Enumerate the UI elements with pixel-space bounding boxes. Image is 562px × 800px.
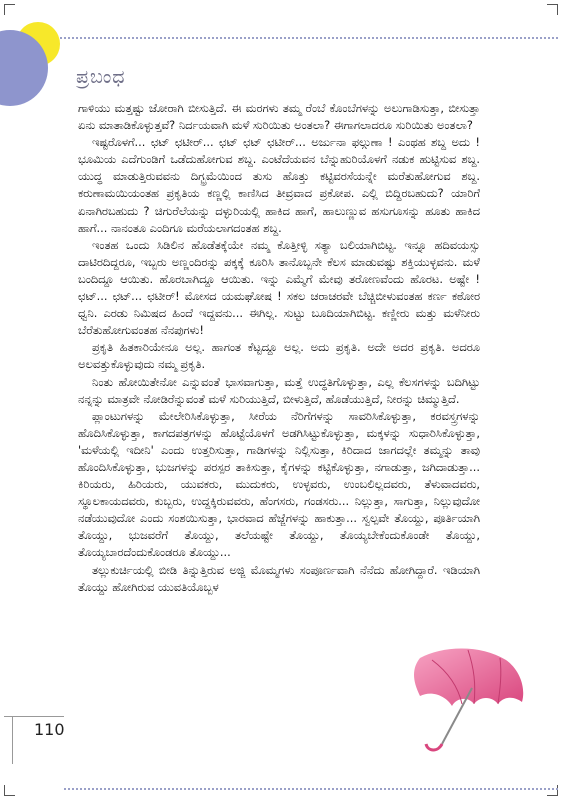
essay-body <box>78 100 480 596</box>
paragraph: ಗಾಳಿಯು ಮತ್ತಷ್ಟು ಜೋರಾಗಿ ಬೀಸುತ್ತಿದೆ. ಈ ಮರಗಳು ತಮ್ಮ ರೆಂಬೆ ಕೊಂಬೆಗಳನ್ನು ಅಲುಗಾಡಿಸುತ್ತಾ, ಬೀಸುತ್ತಾ ಏನು ಮಾತಾಡಿಕೊಳ್ಳುತ್ತವೆ? ನಿರ್ದಯವಾಗಿ ಮಳೆ ಸುರಿಯಿತು ಅಂತಲಾ? ಈಗಾಗಲಾದರೂ ಸುರಿಯಿತು ಅಂತಲಾ? <box>78 101 480 133</box>
crop-mark-bottom-left <box>4 785 15 796</box>
paragraph: ಇಂತಹ ಒಂದು ಸಿಡಿಲಿನ ಹೊಡೆತಕ್ಕೆಯೇ ನಮ್ಮ ಕೊತ್ತೀಳ್ಳಿ ಸತ್ಯಾ ಬಲಿಯಾಗಿಬಿಟ್ಟ. ಇನ್ನೂ ಹದಿವಯಸ್ಸು ದಾಟಿರದಿದ್ದರೂ, ಇಬ್ಬರು ಅಣ್ಣಂದಿರನ್ನು ಪಕ್ಕಕ್ಕೆ ಕೂರಿಸಿ ತಾನೊಬ್ಬನೇ ಕೆಲಸ ಮಾಡುವಷ್ಟು ಶಕ್ತಿಯುಳ್ಳವನು. ಮಳೆ ಬಂದಿದ್ದೂ ಆಯಿತು. ಹೊರಬಾಗಿದ್ದೂ ಆಯಿತು. ಇನ್ನು ಎಮ್ಮೆಗೆ ಮೇವು ತರೋಣವೆಂದು ಹೊರಟ. ಅಷ್ಟೇ ! ಛಟ್... ಛಟ್... ಛಟೀರ್! ಮೋಸದ ಯಮಘೋಷ ! ಸಕಲ ಚರಾಚರವೇ ಬೆಚ್ಚಿಬೀಳುವಂತಹ ಕರ್ಣ ಕಠೋರ ಧ್ವನಿ. ಎರಡು ನಿಮಿಷದ ಹಿಂದೆ ಇದ್ದವನು... ಈಗಿಲ್ಲ. ಸುಟ್ಟು ಬೂದಿಯಾಗಿಬಿಟ್ಟ. ಕಣ್ಣೀರು ಮತ್ತು ಮಳೆನೀರು ಬೆರೆತುಹೋಗುವಂತಹ ನೆನಪುಗಳು! <box>78 237 480 338</box>
top-dotted-rule <box>48 37 558 39</box>
paragraph: ಪ್ರಕೃತಿ ಹಿತಕಾರಿಯೇನೂ ಅಲ್ಲ. ಹಾಗಂತ ಕೆಟ್ಟದ್ದೂ ಅಲ್ಲ. ಅದು ಪ್ರಕೃತಿ. ಅದೇ ಅದರ ಪ್ರಕೃತಿ. ಅದರೂ ಅಲವತ್ತುಕೊಳ್ಳುವುದು ನಮ್ಮ ಪ್ರಕೃತಿ. <box>78 340 480 372</box>
umbrella-icon <box>402 640 532 760</box>
crop-mark-top-left <box>4 4 15 15</box>
paragraph: ತಲ್ಲುಕುರ್ಚಿಯಲ್ಲಿ ಬೀಡಿ ತಿನ್ನುತ್ತಿರುವ ಅಜ್ಜಿ ಮೊಮ್ಮಗಳು ಸಂಪೂರ್ಣವಾಗಿ ನೆನೆದು ಹೋಗಿದ್ದಾರೆ. ಇಡಿಯಾಗಿ ತೊಯ್ದು ಹೋಗಿರುವ ಯುವತಿಯೊಬ್ಬಳ <box>78 562 480 594</box>
bottom-dotted-rule <box>64 788 558 790</box>
crop-mark-top-right <box>547 4 558 15</box>
paragraph: ಪ್ಲಾಂಟುಗಳನ್ನು ಮೇಲೇರಿಸಿಕೊಳ್ಳುತ್ತಾ, ಸೀರೆಯ ನೆರಿಗೆಗಳನ್ನು ಸಾವರಿಸಿಕೊಳ್ಳುತ್ತಾ, ಕರವಸ್ತ್ರಗಳನ್ನು ಹೊದಿಸಿಕೊಳ್ಳುತ್ತಾ, ಕಾಗದಪತ್ರಗಳನ್ನು ಹೊಟ್ಟೆಯೊಳಗೆ ಅಡಗಿಸಿಟ್ಟುಕೊಳ್ಳುತ್ತಾ, ಮಕ್ಕಳನ್ನು ಸುಧಾರಿಸಿಕೊಳ್ಳುತ್ತಾ, 'ಮಳೆಯಲ್ಲಿ ಇದೀನಿ' ಎಂದು ಉತ್ತರಿಸುತ್ತಾ, ಗಾಡಿಗಳನ್ನು ನಿಲ್ಲಿಸುತ್ತಾ, ಕಿರಿದಾದ ಜಾಗದಲ್ಲೇ ತಮ್ಮನ್ನು ತಾವು ಹೊಂದಿಸಿಕೊಳ್ಳುತ್ತಾ, ಭುಜಗಳನ್ನು ಪರಸ್ಪರ ತಾಕಿಸುತ್ತಾ, ಕೈಗಳನ್ನು ಕಟ್ಟಿಕೊಳ್ಳುತ್ತಾ, ನಗಾಡುತ್ತಾ, ಜಗಿದಾಡುತ್ತಾ... ಕಿರಿಯರು, ಹಿರಿಯರು, ಯುವಕರು, ಮುದುಕರು, ಉಳ್ಳವರು, ಉಂಬಲಿಲ್ಲದವರು, ತೆಳುವಾದವರು, ಸ್ಥೂಲಕಾಯದವರು, ಕುಬ್ಬರು, ಉದ್ದಕ್ಕಿರುವವರು, ಹೆಂಗಸರು, ಗಂಡಸರು... ನಿಲ್ಲುತ್ತಾ, ಸಾಗುತ್ತಾ, ನಿಲ್ಲುವುದೋ ನಡೆಯುವುದೋ ಎಂದು ಸಂಶಯಿಸುತ್ತಾ, ಭಾರವಾದ ಹೆಜ್ಜೆಗಳನ್ನು ಹಾಕುತ್ತಾ... ಸ್ವಲ್ಪವೇ ತೊಯ್ದು, ಪೂರ್ತಿಯಾಗಿ ತೊಯ್ದು, ಭುಜವರೆಗೆ ತೊಯ್ದು, ತಲೆಯಷ್ಟೇ ತೊಯ್ದು, ತೊಯ್ಯಬೇಕೆಂದುಕೊಂಡೇ ತೊಯ್ದು, ತೊಯ್ಯಬಾರದೆಂದುಕೊಂಡರೂ ತೊಯ್ದು... <box>78 408 480 560</box>
paragraph: ಇಷ್ಟರೊಳಗೆ... ಛಟ್ ಛಟೀರ್... ಛಟ್ ಛಟ್ ಛಟೀರ್... ಅರ್ಜುನಾ ಫಲ್ಗುಣಾ ! ಎಂಥಹ ಶಬ್ದ ಅದು ! ಭೂಮಿಯ ಎದೆಗುಂಡಿಗೆ ಒಡೆದುಹೋಗುವ ಶಬ್ದ. ಎಂಟೆದೆಯವನ ಬೆನ್ನುಹುರಿಯೊಳಗೆ ನಡುಕ ಹುಟ್ಟಿಸುವ ಶಬ್ದ. ಯುದ್ಧ ಮಾಡುತ್ತಿರುವವನು ದಿಗ್ಭ್ರಮೆಯಿಂದ ತುಸು ಹೊತ್ತು ಕಟ್ಟಿವರಸೆಯನ್ನೇ ಮರೆತುಹೋಗುವ ಶಬ್ದ. ಕರುಣಾಮಯಿಯಂತಹ ಪ್ರಕೃತಿಯ ಕಣ್ಣಲ್ಲಿ ಕಾಣಿಸಿದ ತೀವ್ರವಾದ ಪ್ರಕೋಪ. ಎಲ್ಲಿ ಬಿದ್ದಿರಬಹುದು? ಯಾರಿಗೆ ಏನಾಗಿರಬಹುದು ? ಚಿಗುರೆಲೆಯನ್ನು ದಳ್ಳುರಿಯಲ್ಲಿ ಹಾಕಿದ ಹಾಗೆ, ಹಾಲುಣ್ಣುವ ಹಸುಗೂಸನ್ನು ಹೂತು ಹಾಕಿದ ಹಾಗೆ... ನಾನಂತೂ ಎಂದಿಗೂ ಮರೆಯಲಾಗದಂತಹ ಶಬ್ದ. <box>78 135 480 235</box>
paragraph: ನಿಂತು ಹೋಯಿತೇನೋ ಎನ್ನುವಂತೆ ಭಾಸವಾಗುತ್ತಾ, ಮತ್ತೆ ಉದ್ಧತಿಗೊಳ್ಳುತ್ತಾ, ಎಲ್ಲ ಕೆಲಸಗಳನ್ನು ಬದಿಗಿಟ್ಟು ನನ್ನನ್ನು ಮಾತ್ರವೇ ನೋಡಿರೆನ್ನುವಂತೆ ಮಳೆ ಸುರಿಯುತ್ತಿದೆ, ಬೀಳುತ್ತಿದೆ, ಹೊಡೆಯುತ್ತಿದೆ, ನೀರನ್ನು ಚಿಮ್ಮುತ್ತಿದೆ. <box>78 374 480 406</box>
crop-mark-bottom-right <box>547 785 558 796</box>
page-number-side-rule <box>12 716 13 764</box>
page-number: 110 <box>34 720 65 739</box>
page-number-rule <box>4 716 64 717</box>
section-title: ಪ್ರಬಂಧ <box>76 66 126 88</box>
